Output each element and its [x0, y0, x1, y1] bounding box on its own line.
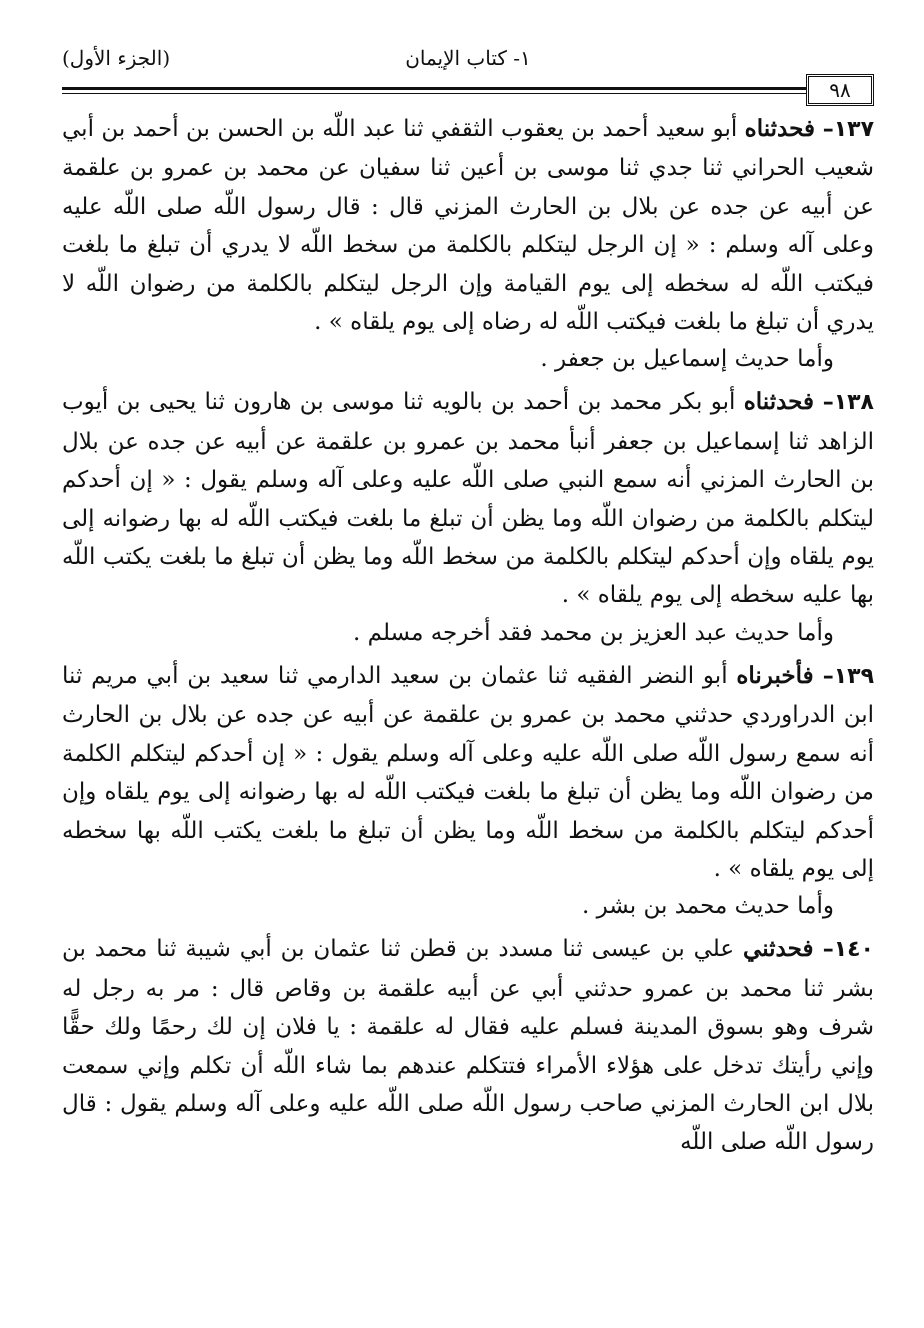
hadith-number: ١٣٩ [833, 663, 875, 689]
hadith-lead-word: فأخبرناه [736, 661, 814, 689]
running-header [62, 38, 874, 102]
page-number: ٩٨ [806, 74, 874, 106]
hadith-text: أبو بكر محمد بن أحمد بن بالويه ثنا موسى بن هارون ثنا يحيى بن أيوب الزاهد ثنا إسماعيل بن جعفر أنبأ محمد بن عمرو بن علقمة عن أبيه عن جده عن بلال بن الحارث المزني أنه سمع النبي صلى اللّه عليه وعلى آله وسلم يقول : « إن أحدكم ليتكلم بالكلمة من رضوان اللّه وما يظن أن تبلغ ما بلغت فيكتب اللّه له بها رضوانه إلى يوم يلقاه وإن أحدكم ليتكلم بالكلمة من سخط اللّه وما يظن أن تبلغ ما بلغت يكتب اللّه بها عليه سخطه إلى يوم يلقاه » . [62, 389, 874, 609]
chapter-title: ١- كتاب الإيمان [405, 46, 531, 70]
hadith-lead-word: فحدثني [743, 935, 814, 963]
hadith-number: ١٣٧ [833, 117, 875, 142]
hadith-text: أبو سعيد أحمد بن يعقوب الثقفي ثنا عبد اللّه بن الحسن بن أحمد بن أبي شعيب الحراني ثنا جدي ثنا موسى بن أعين ثنا سفيان عن محمد بن عمرو بن علقمة عن أبيه عن جده عن بلال بن الحارث المزني قال : قال رسول اللّه صلى اللّه عليه وعلى آله وسلم : « إن الرجل ليتكلم بالكلمة من سخط اللّه لا يدري أن تبلغ ما بلغت فيكتب اللّه له سخطه إلى يوم القيامة وإن الرجل ليتكلم بالكلمة من رضوان اللّه لا يدري أن تبلغ ما بلغت فيكتب اللّه له رضاه إلى يوم يلقاه » . [62, 116, 874, 336]
hadith-number: ١٣٨ [833, 390, 874, 416]
hadith-paragraph: ١٣٧– فحدثناه أبو سعيد أحمد بن يعقوب الثقفي ثنا عبد اللّه بن الحسن بن أحمد بن أبي شعيب الحراني ثنا جدي ثنا موسى بن أعين ثنا سفيان عن محمد بن عمرو بن علقمة عن أبيه عن جده عن بلال بن الحارث المزني قال : قال رسول اللّه صلى اللّه عليه وعلى آله وسلم : « إن الرجل ليتكلم بالكلمة من سخط اللّه لا يدري أن تبلغ ما بلغت فيكتب اللّه له سخطه إلى يوم القيامة وإن الرجل ليتكلم بالكلمة من رضوان اللّه لا يدري أن تبلغ ما بلغت فيكتب اللّه له رضاه إلى يوم يلقاه » . [62, 115, 875, 336]
header-rule [62, 87, 807, 94]
hadith-lead-word: فحدثناه [743, 388, 815, 416]
hadith-text: علي بن عيسى ثنا مسدد بن قطن ثنا عثمان بن أبي شيبة ثنا محمد بن بشر ثنا محمد بن عمرو حدثني أبي عن أبيه علقمة بن وقاص قال : مر به رجل له شرف وهو بسوق المدينة فسلم عليه فقال له علقمة : يا فلان إن لك رحمًا ولك حقًّا وإني رأيتك تدخل على هؤلاء الأمراء فتتكلم عندهم بما شاء اللّه أن تكلم وإني سمعت بلال ابن الحارث المزني صاحب رسول اللّه صلى اللّه عليه وعلى آله وسلم يقول : قال رسول اللّه صلى اللّه [62, 936, 874, 1156]
book-page [62, 38, 874, 1162]
transition-note: وأما حديث محمد بن بشر . [581, 893, 834, 920]
hadith-text: أبو النضر الفقيه ثنا عثمان بن سعيد الدارمي ثنا سعيد بن أبي مريم ثنا ابن الدراوردي حدثني محمد بن عمرو بن علقمة عن أبيه عن جده عن بلال بن الحارث أنه سمع رسول اللّه صلى اللّه عليه وعلى آله وسلم يقول : « إن أحدكم ليتكلم الكلمة من رضوان اللّه وما يظن أن تبلغ ما بلغت فيكتب اللّه له بها رضوانه إلى يوم يلقاه وإن أحدكم ليتكلم بالكلمة من سخط اللّه وما يظن أن تبلغ ما بلغت يكتب اللّه بها سخطه إلى يوم يلقاه » . [62, 662, 874, 882]
transition-note: وأما حديث عبد العزيز بن محمد فقد أخرجه مسلم . [353, 619, 834, 646]
hadith-number: ١٤٠ [833, 937, 874, 963]
page-content [62, 110, 874, 1162]
hadith-lead-word: فحدثناه [744, 115, 815, 142]
transition-note: وأما حديث إسماعيل بن جعفر . [540, 346, 834, 373]
volume-label: (الجزء الأول) [62, 46, 171, 70]
hadith-paragraph: ١٣٩– فأخبرناه أبو النضر الفقيه ثنا عثمان بن سعيد الدارمي ثنا سعيد بن أبي مريم ثنا ابن الدراوردي حدثني محمد بن عمرو بن علقمة عن أبيه عن جده عن بلال بن الحارث أنه سمع رسول اللّه صلى اللّه عليه وعلى آله وسلم يقول : « إن أحدكم ليتكلم الكلمة من رضوان اللّه وما يظن أن تبلغ ما بلغت فيكتب اللّه له بها رضوانه إلى يوم يلقاه وإن أحدكم ليتكلم بالكلمة من سخط اللّه وما يظن أن تبلغ ما بلغت يكتب اللّه بها سخطه إلى يوم يلقاه » . [62, 661, 875, 882]
hadith-paragraph: ١٤٠– فحدثني علي بن عيسى ثنا مسدد بن قطن ثنا عثمان بن أبي شيبة ثنا محمد بن بشر ثنا محمد بن عمرو حدثني أبي عن أبيه علقمة بن وقاص قال : مر به رجل له شرف وهو بسوق المدينة فسلم عليه فقال له علقمة : يا فلان إن لك رحمًا ولك حقًّا وإني رأيتك تدخل على هؤلاء الأمراء فتتكلم عندهم بما شاء اللّه أن تكلم وإني سمعت بلال ابن الحارث المزني صاحب رسول اللّه صلى اللّه عليه وعلى آله وسلم يقول : قال رسول اللّه صلى اللّه [62, 935, 874, 1156]
hadith-paragraph: ١٣٨– فحدثناه أبو بكر محمد بن أحمد بن بالويه ثنا موسى بن هارون ثنا يحيى بن أيوب الزاهد ثنا إسماعيل بن جعفر أنبأ محمد بن عمرو بن علقمة عن أبيه عن جده عن بلال بن الحارث المزني أنه سمع النبي صلى اللّه عليه وعلى آله وسلم يقول : « إن أحدكم ليتكلم بالكلمة من رضوان اللّه وما يظن أن تبلغ ما بلغت فيكتب اللّه له بها رضوانه إلى يوم يلقاه وإن أحدكم ليتكلم بالكلمة من سخط اللّه وما يظن أن تبلغ ما بلغت يكتب اللّه بها عليه سخطه إلى يوم يلقاه » . [62, 388, 874, 609]
